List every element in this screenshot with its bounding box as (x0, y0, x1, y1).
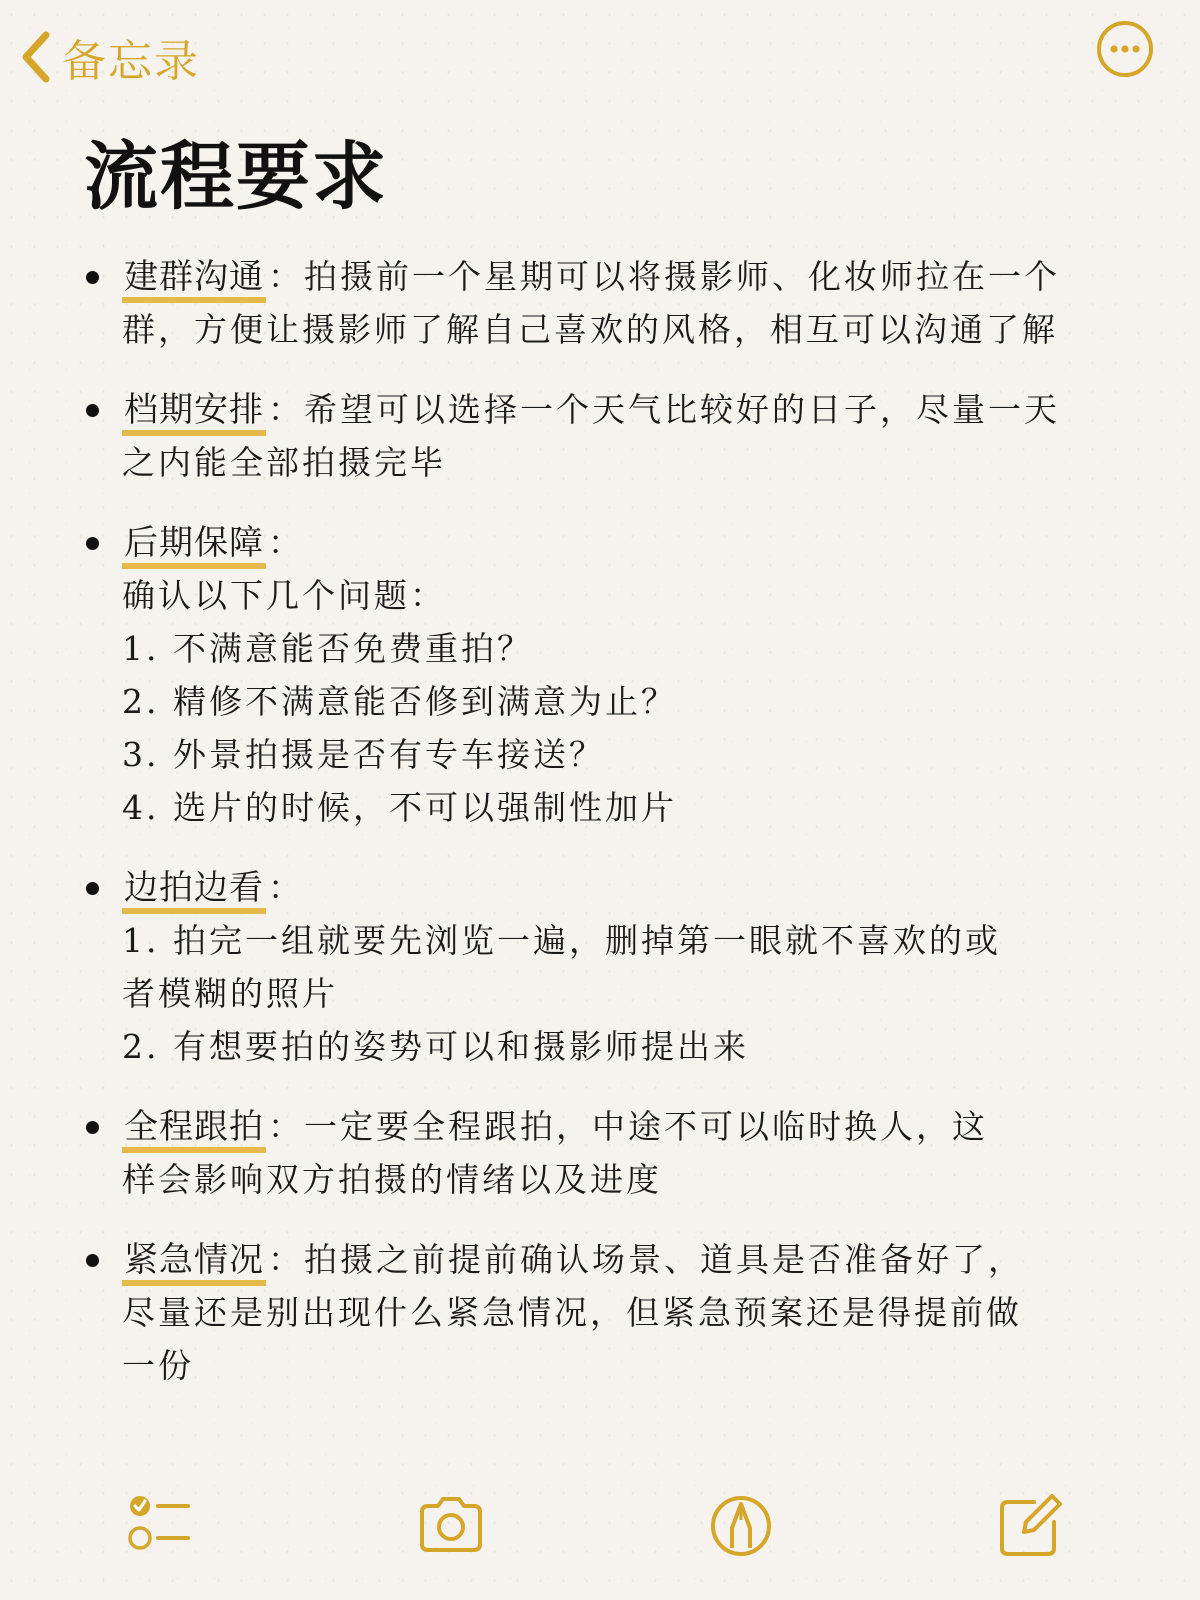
item-text: 2. 有想要拍的姿势可以和摄影师提出来 (122, 1027, 749, 1066)
list-item: 紧急情况 ：拍摄之前提前确认场景、道具是否准备好了， 尽量还是别出现什么紧急情况，但紧急预案还是得提前做 一份 (80, 1233, 1120, 1392)
item-heading: 档期安排 (122, 390, 266, 436)
item-text: 之内能全部拍摄完毕 (122, 443, 446, 482)
list-item: 后期保障 ： 确认以下几个问题： 1. 不满意能否免费重拍？ 2. 精修不满意能否修到满意为止？ 3. 外景拍摄是否有专车接送？ 4. 选片的时候，不可以强制性加片 (80, 516, 1120, 834)
bullet-icon (86, 537, 99, 550)
item-text: 2. 精修不满意能否修到满意为止？ (122, 682, 677, 721)
list-item: 档期安排 ：希望可以选择一个天气比较好的日子，尽量一天 之内能全部拍摄完毕 (80, 383, 1120, 489)
list-item: 全程跟拍 ：一定要全程跟拍，中途不可以临时换人，这 样会影响双方拍摄的情绪以及进度 (80, 1100, 1120, 1206)
chevron-left-icon (18, 29, 52, 85)
item-heading: 全程跟拍 (122, 1107, 266, 1153)
camera-button[interactable] (416, 1490, 486, 1560)
ellipsis-circle-icon (1096, 63, 1154, 82)
list-item: 边拍边看 ： 1. 拍完一组就要先浏览一遍，删掉第一眼就不喜欢的或 者模糊的照片 2. 有想要拍的姿势可以和摄影师提出来 (80, 861, 1120, 1073)
bottom-toolbar (0, 1470, 1200, 1580)
markup-button[interactable] (706, 1490, 776, 1560)
bullet-icon (86, 882, 99, 895)
compose-button[interactable] (996, 1490, 1066, 1560)
back-label: 备忘录 (62, 36, 200, 87)
item-text: 确认以下几个问题： (122, 576, 446, 615)
item-heading: 边拍边看 (122, 868, 266, 914)
item-text: 希望可以选择一个天气比较好的日子，尽量一天 (304, 390, 1060, 429)
item-text: 一定要全程跟拍，中途不可以临时换人，这 (304, 1107, 988, 1146)
item-heading: 建群沟通 (122, 257, 266, 303)
checklist-button[interactable] (126, 1490, 196, 1560)
item-heading: 紧急情况 (122, 1240, 266, 1286)
bullet-icon (86, 404, 99, 417)
camera-icon (416, 1490, 486, 1560)
bullet-icon (86, 1254, 99, 1267)
note-body[interactable] (80, 250, 1120, 1392)
list-item: 建群沟通 ：拍摄前一个星期可以将摄影师、化妆师拉在一个 群，方便让摄影师了解自己喜欢的风格，相互可以沟通了解 (80, 250, 1120, 356)
item-text: 4. 选片的时候，不可以强制性加片 (122, 788, 677, 827)
item-text: 一份 (122, 1346, 194, 1385)
note-title[interactable]: 流程要求 (84, 134, 388, 220)
item-text: 群，方便让摄影师了解自己喜欢的风格，相互可以沟通了解 (122, 310, 1058, 349)
compose-icon (996, 1490, 1066, 1560)
item-text: 1. 不满意能否免费重拍？ (122, 629, 533, 668)
markup-pen-icon (706, 1490, 776, 1560)
item-heading: 后期保障 (122, 523, 266, 569)
item-text: 拍摄之前提前确认场景、道具是否准备好了， (304, 1240, 1024, 1279)
item-text: 者模糊的照片 (122, 974, 338, 1013)
checklist-icon (126, 1490, 196, 1560)
item-text: 样会影响双方拍摄的情绪以及进度 (122, 1160, 662, 1199)
item-text: 3. 外景拍摄是否有专车接送？ (122, 735, 605, 774)
item-text: 尽量还是别出现什么紧急情况，但紧急预案还是得提前做 (122, 1293, 1022, 1332)
more-options-button[interactable] (1096, 20, 1154, 78)
back-button[interactable] (18, 22, 200, 92)
bullet-icon (86, 271, 99, 284)
bullet-icon (86, 1121, 99, 1134)
item-text: 1. 拍完一组就要先浏览一遍，删掉第一眼就不喜欢的或 (122, 921, 1001, 960)
item-text: 拍摄前一个星期可以将摄影师、化妆师拉在一个 (304, 257, 1060, 296)
navigation-bar (0, 0, 1200, 110)
